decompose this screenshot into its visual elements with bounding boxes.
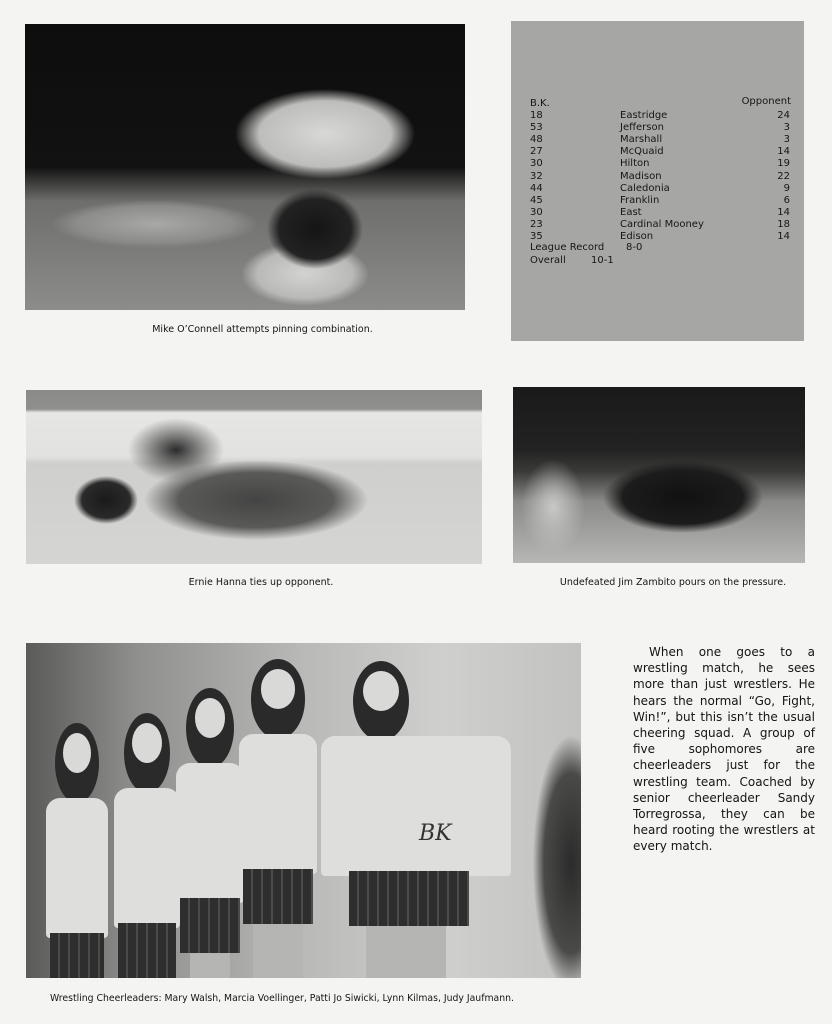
overall-record xyxy=(530,255,614,266)
opponent-team: Eastridge xyxy=(620,110,668,121)
schedule-row xyxy=(530,183,790,195)
cheerleader-sweater xyxy=(46,798,108,938)
bk-score: 32 xyxy=(530,170,543,182)
season-results-panel xyxy=(511,21,804,341)
cheerleader-sweater xyxy=(176,763,244,903)
cheerleader-legs xyxy=(253,924,303,978)
cheerleader-figure xyxy=(114,713,180,978)
opponent-team: Madison xyxy=(620,170,662,182)
schedule-row xyxy=(530,171,790,183)
bk-score: 18 xyxy=(530,110,543,121)
overall-value: 10-1 xyxy=(591,255,614,266)
opponent-team: McQuaid xyxy=(620,146,664,158)
opponent-team: Caledonia xyxy=(620,182,670,194)
header-opponent: Opponent xyxy=(741,96,791,107)
schedule-row xyxy=(530,195,790,207)
opponent-team: East xyxy=(620,206,642,218)
bk-score: 44 xyxy=(530,182,543,194)
opponent-team: Edison xyxy=(620,231,654,242)
cheerleader-figure xyxy=(321,661,531,978)
opponent-score: 3 xyxy=(783,122,790,134)
opponent-score: 14 xyxy=(777,231,790,242)
caption-photo-4: Wrestling Cheerleaders: Mary Walsh, Marcia Voellinger, Patti Jo Siwicki, Lynn Kilmas, Judy Jaufmann. xyxy=(50,993,514,1004)
opponent-score: 3 xyxy=(783,134,790,146)
cheerleader-figure xyxy=(239,659,317,978)
opponent-team: Marshall xyxy=(620,134,663,146)
league-record-value: 8-0 xyxy=(626,242,643,253)
cheerleader-face xyxy=(195,698,225,738)
cheerleader-face xyxy=(261,669,296,709)
cheerleader-skirt xyxy=(118,923,176,978)
opponent-score: 9 xyxy=(783,182,790,194)
cheerleader-face xyxy=(63,733,91,773)
cheerleader-sweater xyxy=(321,736,511,876)
header-bk: B.K. xyxy=(530,98,550,109)
bk-score: 45 xyxy=(530,194,543,206)
schedule-row xyxy=(530,158,790,170)
schedule-row xyxy=(530,122,790,134)
opponent-team: Hilton xyxy=(620,158,650,170)
bk-score: 35 xyxy=(530,231,543,242)
cheerleader-sweater xyxy=(239,734,317,874)
opponent-score: 22 xyxy=(777,170,790,182)
cheerleader-skirt xyxy=(243,869,313,924)
story-paragraph: When one goes to a wrestling match, he sees more than just wrestlers. He hears the normal “Go, Fight, Win!”, but this isn’t the usual cheering squad. A group of five sophomores are cheerleaders just for the wrestling team. Coached by senior cheerleader Sandy Torregrossa, they can be heard rooting the wrestlers at every match. xyxy=(633,645,815,854)
opponent-score: 18 xyxy=(777,218,790,230)
bk-score: 48 xyxy=(530,134,543,146)
cheerleader-legs xyxy=(190,953,230,978)
cheerleader-skirt xyxy=(50,933,104,978)
photo-cheerleaders xyxy=(26,643,581,978)
cheerleader-face xyxy=(132,723,162,763)
bk-score: 23 xyxy=(530,218,543,230)
overall-label: Overall xyxy=(530,255,566,266)
bk-score: 53 xyxy=(530,122,543,134)
cheerleader-figure xyxy=(176,688,244,978)
photo-wrestler-pressure xyxy=(513,387,805,563)
opponent-team: Cardinal Mooney xyxy=(620,218,704,230)
caption-photo-1: Mike O’Connell attempts pinning combination. xyxy=(152,324,373,335)
opponent-team: Franklin xyxy=(620,194,660,206)
cheerleader-figure xyxy=(46,723,108,978)
cheerleader-skirt xyxy=(349,871,469,926)
sweater-monogram: BK xyxy=(419,821,452,846)
cheerleader-legs xyxy=(366,926,446,978)
caption-photo-2: Ernie Hanna ties up opponent. xyxy=(188,577,334,588)
photo-wrestlers-tie-up xyxy=(26,390,482,564)
caption-photo-3: Undefeated Jim Zambito pours on the pressure. xyxy=(559,577,787,588)
schedule-row xyxy=(530,207,790,219)
cheerleader-sweater xyxy=(114,788,180,928)
bk-score: 30 xyxy=(530,206,543,218)
league-record xyxy=(530,242,643,253)
league-record-label: League Record xyxy=(530,242,605,253)
opponent-score: 6 xyxy=(783,194,790,206)
bk-score: 30 xyxy=(530,158,543,170)
opponent-score: 19 xyxy=(777,158,790,170)
bk-score: 27 xyxy=(530,146,543,158)
schedule-row xyxy=(530,146,790,158)
schedule-row xyxy=(530,219,790,231)
cheerleader-skirt xyxy=(180,898,240,953)
opponent-score: 14 xyxy=(777,146,790,158)
photo-wrestling-pin xyxy=(25,24,465,310)
opponent-score: 24 xyxy=(777,110,790,121)
schedule-row xyxy=(530,134,790,146)
schedule-row xyxy=(530,110,790,122)
cheerleader-face xyxy=(363,671,399,711)
opponent-score: 14 xyxy=(777,206,790,218)
opponent-team: Jefferson xyxy=(620,122,664,134)
